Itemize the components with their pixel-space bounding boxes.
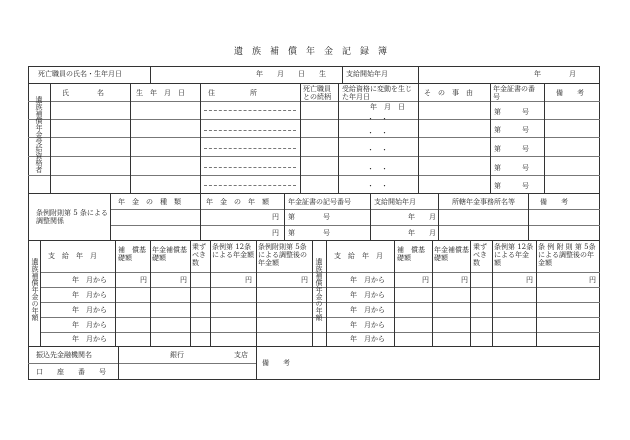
col-office: 所轄年金事務所名等 bbox=[452, 198, 515, 206]
divider bbox=[115, 240, 116, 346]
divider bbox=[342, 66, 343, 83]
cert-number: 第 号 bbox=[494, 182, 529, 190]
col-remarks: 備 考 bbox=[556, 89, 584, 97]
address-line bbox=[204, 185, 296, 186]
yen-mark: 円 bbox=[140, 276, 147, 284]
divider bbox=[418, 83, 419, 193]
page-title: 遺族補償年金記録簿 bbox=[233, 47, 396, 57]
yen-mark: 円 bbox=[422, 276, 429, 284]
col-pension-type: 年 金 の 種 類 bbox=[118, 198, 181, 206]
divider bbox=[40, 240, 41, 346]
divider bbox=[470, 240, 471, 346]
qualified-side-label: 遺族補償年金受給資格者 bbox=[35, 96, 43, 173]
month-from: 年 月から bbox=[350, 276, 385, 284]
cert-value: 第 号 bbox=[288, 213, 330, 221]
section-line bbox=[28, 346, 600, 347]
divider bbox=[200, 83, 201, 193]
center-divider bbox=[312, 240, 313, 346]
row-line bbox=[28, 119, 600, 120]
row-line bbox=[28, 156, 600, 157]
section-line bbox=[28, 193, 600, 194]
divider bbox=[150, 66, 151, 83]
address-line bbox=[204, 167, 296, 168]
col-adjusted: 条例附則第 5条による調整後の年金額 bbox=[258, 243, 307, 267]
col-article12: 条例第 12条による年金額 bbox=[494, 243, 534, 267]
month-from: 年 月から bbox=[350, 321, 385, 329]
divider bbox=[438, 193, 439, 240]
col-change: 受給資格に変動を生じた年月日 bbox=[342, 85, 412, 101]
col-birth: 生 年 月 日 bbox=[136, 89, 185, 97]
month-from: 年 月から bbox=[350, 291, 385, 299]
col-address: 住 所 bbox=[208, 89, 257, 97]
cert-number: 第 号 bbox=[494, 164, 529, 172]
divider bbox=[130, 83, 131, 193]
annual-side-label-right: 遺族補償年金の年額 bbox=[315, 258, 323, 321]
divider bbox=[150, 240, 151, 346]
change-mark: ・ ・ bbox=[367, 182, 388, 190]
row-line bbox=[28, 175, 600, 176]
divider bbox=[418, 66, 419, 83]
row-line bbox=[110, 209, 600, 210]
divider bbox=[110, 193, 111, 240]
month-from: 年 月から bbox=[72, 291, 107, 299]
cert-value: 第 号 bbox=[288, 229, 330, 237]
divider bbox=[492, 240, 493, 346]
footer-row-line bbox=[28, 363, 256, 364]
bank-word: 銀行 bbox=[170, 351, 184, 359]
adjustment-side-label: 条例附則第 5 条による調整関係 bbox=[36, 209, 108, 225]
deceased-name-label: 死亡職員の氏名・生年月日 bbox=[38, 70, 122, 78]
yen-mark: 円 bbox=[589, 276, 596, 284]
cert-number: 第 号 bbox=[494, 145, 529, 153]
section-line bbox=[28, 240, 600, 241]
change-mark: ・ ・ bbox=[367, 146, 388, 154]
divider bbox=[370, 193, 371, 240]
header-bottom-line bbox=[28, 83, 600, 84]
col-pension-base: 年金補償基礎額 bbox=[152, 246, 187, 262]
divider bbox=[284, 193, 285, 240]
divider bbox=[432, 240, 433, 346]
month-from: 年 月から bbox=[72, 276, 107, 284]
col-multiplier: 乗ずべき数 bbox=[192, 243, 206, 267]
divider bbox=[536, 240, 537, 346]
amount-yen: 円 bbox=[272, 229, 279, 237]
qualified-header-line bbox=[28, 101, 600, 102]
divider bbox=[394, 240, 395, 346]
col-cert: 年金証書の番 号 bbox=[493, 85, 556, 101]
start-value: 年 月 bbox=[408, 229, 436, 237]
col-adjusted: 条 例 附 則 第 5条による調整後の年金額 bbox=[538, 243, 596, 267]
row-line bbox=[110, 225, 600, 226]
month-from: 年 月から bbox=[350, 306, 385, 314]
change-mark: ・ ・ bbox=[367, 165, 388, 173]
start-value: 年 月 bbox=[408, 213, 436, 221]
payment-start-value: 年 月 bbox=[534, 70, 576, 78]
col-payment-month: 支 給 年 月 bbox=[334, 252, 383, 260]
col-start-month: 支給開始年月 bbox=[374, 198, 416, 206]
divider bbox=[300, 83, 301, 193]
annual-side-label-left: 遺族補償年金の年額 bbox=[31, 258, 39, 321]
birth-date-field: 年 月 日 生 bbox=[256, 70, 326, 78]
month-from: 年 月から bbox=[72, 321, 107, 329]
col-multiplier: 乗ずべき数 bbox=[473, 243, 487, 267]
cert-number: 第 号 bbox=[494, 108, 529, 116]
divider bbox=[528, 193, 529, 240]
divider bbox=[190, 240, 191, 346]
divider bbox=[200, 193, 201, 240]
month-from: 年 月から bbox=[72, 306, 107, 314]
col-article12: 条例第 12条による年金額 bbox=[212, 243, 254, 259]
col-annual-amount: 年 金 の 年 額 bbox=[206, 198, 269, 206]
divider bbox=[50, 83, 51, 193]
branch-word: 支店 bbox=[234, 351, 248, 359]
yen-mark: 円 bbox=[301, 276, 308, 284]
address-line bbox=[204, 110, 296, 111]
month-from: 年 月から bbox=[350, 335, 385, 343]
col-relation: 死亡職員との続柄 bbox=[303, 85, 331, 101]
col-change-date: 年 月 日 bbox=[370, 103, 405, 111]
yen-mark: 円 bbox=[245, 276, 252, 284]
col-payment-month: 支 給 年 月 bbox=[48, 252, 97, 260]
col-name: 氏 名 bbox=[62, 89, 104, 97]
col-remarks: 備 考 bbox=[540, 198, 568, 206]
col-reason: そ の 事 由 bbox=[424, 89, 473, 97]
col-pension-base: 年金補償基礎額 bbox=[434, 246, 469, 262]
address-line bbox=[204, 148, 296, 149]
amount-yen: 円 bbox=[272, 213, 279, 221]
col-base-amount: 補 償基礎額 bbox=[397, 246, 425, 262]
col-cert-number: 年金証書の記号番号 bbox=[288, 198, 351, 206]
col-base-amount: 補 償基礎額 bbox=[118, 246, 146, 262]
account-label: 口 座 番 号 bbox=[36, 368, 106, 376]
address-line bbox=[204, 130, 296, 131]
divider bbox=[490, 83, 491, 193]
divider bbox=[326, 240, 327, 346]
bank-label: 振込先金融機関名 bbox=[36, 351, 92, 359]
footer-remarks-label: 備 考 bbox=[262, 359, 290, 367]
yen-mark: 円 bbox=[461, 276, 468, 284]
row-line bbox=[28, 137, 600, 138]
month-from: 年 月から bbox=[72, 335, 107, 343]
divider bbox=[338, 83, 339, 193]
divider bbox=[256, 240, 257, 346]
change-mark: ・ ・ bbox=[367, 129, 388, 137]
divider bbox=[118, 346, 119, 380]
change-mark: ・ ・ bbox=[367, 115, 388, 123]
divider bbox=[210, 240, 211, 346]
divider bbox=[256, 346, 257, 380]
yen-mark: 円 bbox=[526, 276, 533, 284]
divider bbox=[544, 83, 545, 193]
cert-number: 第 号 bbox=[494, 126, 529, 134]
yen-mark: 円 bbox=[180, 276, 187, 284]
payment-start-label: 支給開始年月 bbox=[346, 70, 388, 78]
